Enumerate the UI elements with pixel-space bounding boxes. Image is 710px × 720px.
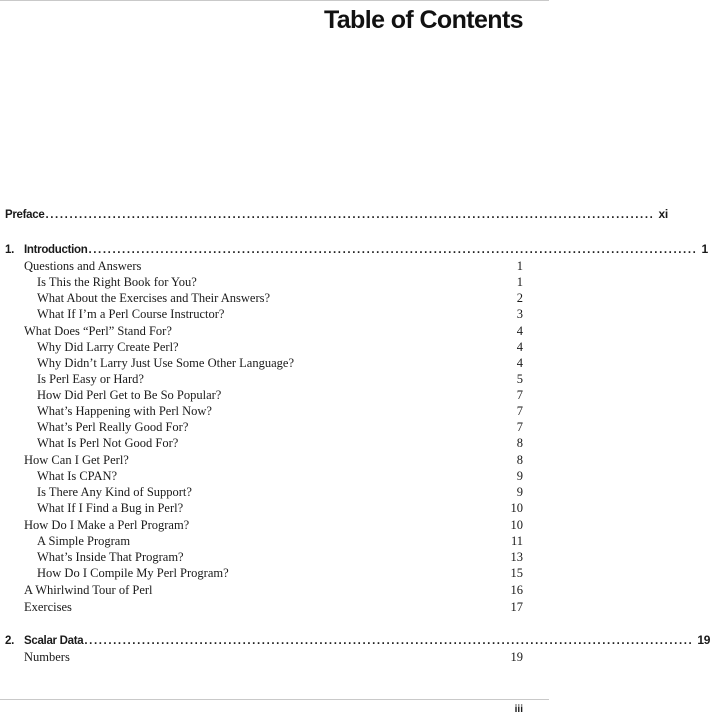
toc-entry-label: Numbers [24, 650, 70, 664]
toc-section[interactable] [24, 649, 523, 665]
toc-subsection[interactable] [37, 290, 523, 306]
toc-subsection[interactable] [37, 355, 523, 371]
toc-page-number: 9 [516, 469, 523, 483]
toc-section[interactable] [24, 599, 523, 615]
toc-subsection[interactable] [37, 468, 523, 484]
toc-page-number: 15 [510, 566, 523, 580]
toc-page-number: 9 [516, 485, 523, 499]
toc-page-number: 4 [516, 324, 523, 338]
toc-subsection[interactable] [37, 403, 523, 419]
toc-entry-label: What About the Exercises and Their Answers? [37, 291, 271, 305]
toc-page-number: 1 [516, 259, 523, 273]
toc-entry-label: How Do I Compile My Perl Program? [37, 566, 229, 580]
toc-entry-label: What If I Find a Bug in Perl? [37, 501, 184, 515]
toc-page-number: 5 [516, 372, 523, 386]
toc-page-number: 1 [701, 242, 708, 256]
toc-section[interactable] [24, 452, 523, 468]
toc-subsection[interactable] [37, 435, 523, 451]
toc-entry-label: A Whirlwind Tour of Perl [24, 583, 153, 597]
toc-subsection[interactable] [37, 484, 523, 500]
toc-page-number: 4 [516, 356, 523, 370]
toc-page-number: xi [658, 207, 668, 221]
toc-entry-label: A Simple Program [37, 534, 131, 548]
toc-subsection[interactable] [37, 339, 523, 355]
toc-page-number: 3 [516, 307, 523, 321]
toc-page-number: 4 [516, 340, 523, 354]
toc-entry-label: Scalar Data [24, 635, 84, 647]
chapter-number: 2. [5, 635, 14, 647]
toc-page-number: 10 [510, 501, 523, 515]
toc-entry-label: How Can I Get Perl? [24, 453, 129, 467]
toc-subsection[interactable] [37, 533, 523, 549]
toc-page-number: 11 [510, 534, 523, 548]
toc-page-number: 7 [516, 404, 523, 418]
toc-subsection[interactable] [37, 565, 523, 581]
toc-section[interactable] [24, 258, 523, 274]
toc-entry-label: What Is CPAN? [37, 469, 118, 483]
toc-page-number: 16 [510, 583, 523, 597]
toc-page-number: 8 [516, 453, 523, 467]
dot-leader: ............................................................................................................................... [88, 244, 698, 256]
toc-page-number: 13 [510, 550, 523, 564]
toc-subsection[interactable] [37, 371, 523, 387]
toc-entry-label: Exercises [24, 600, 72, 614]
toc-entry-label: What If I’m a Perl Course Instructor? [37, 307, 225, 321]
toc-entry-label: How Did Perl Get to Be So Popular? [37, 388, 222, 402]
toc-subsection[interactable] [37, 387, 523, 403]
toc-entry-label: How Do I Make a Perl Program? [24, 518, 190, 532]
toc-entry-label: Is Perl Easy or Hard? [37, 372, 144, 386]
toc-chapter[interactable] [5, 241, 708, 257]
toc-subsection[interactable] [37, 306, 523, 322]
toc-page-number: 10 [510, 518, 523, 532]
toc-entry-label: Introduction [24, 244, 88, 256]
toc-page-number: 17 [510, 600, 523, 614]
toc-entry-label: Why Did Larry Create Perl? [37, 340, 179, 354]
dot-leader: ............................................................................................................................... [84, 635, 694, 647]
toc-page-number: 7 [516, 420, 523, 434]
toc-section[interactable] [24, 517, 523, 533]
toc-subsection[interactable] [37, 419, 523, 435]
page-title: Table of Contents [323, 6, 523, 34]
toc-section[interactable] [24, 582, 523, 598]
chapter-number: 1. [5, 244, 14, 256]
toc-section[interactable] [24, 323, 523, 339]
toc-entry-label: What Does “Perl” Stand For? [24, 324, 172, 338]
bottom-rule [0, 699, 549, 700]
toc-entry-label: What’s Happening with Perl Now? [37, 404, 212, 418]
dot-leader: ............................................................................................................................... [45, 209, 655, 221]
toc-entry-label: Is This the Right Book for You? [37, 275, 197, 289]
toc-entry-label: Questions and Answers [24, 259, 142, 273]
toc-subsection[interactable] [37, 500, 523, 516]
toc-entry-label: What’s Perl Really Good For? [37, 420, 189, 434]
page-number: iii [514, 704, 523, 715]
toc-page-number: 19 [510, 650, 523, 664]
toc-entry-label: What’s Inside That Program? [37, 550, 184, 564]
toc-page-number: 2 [516, 291, 523, 305]
toc-subsection[interactable] [37, 549, 523, 565]
toc-entry-label: What Is Perl Not Good For? [37, 436, 179, 450]
toc-entry-label: Preface [5, 209, 45, 221]
toc-subsection[interactable] [37, 274, 523, 290]
toc-page-number: 19 [697, 633, 710, 647]
toc-page-number: 8 [516, 436, 523, 450]
toc-entry-label: Is There Any Kind of Support? [37, 485, 192, 499]
toc-page-number: 7 [516, 388, 523, 402]
toc-page-number: 1 [516, 275, 523, 289]
toc-chapter[interactable] [5, 632, 710, 648]
toc-preface[interactable] [5, 206, 668, 222]
toc-entry-label: Why Didn’t Larry Just Use Some Other Language? [37, 356, 294, 370]
